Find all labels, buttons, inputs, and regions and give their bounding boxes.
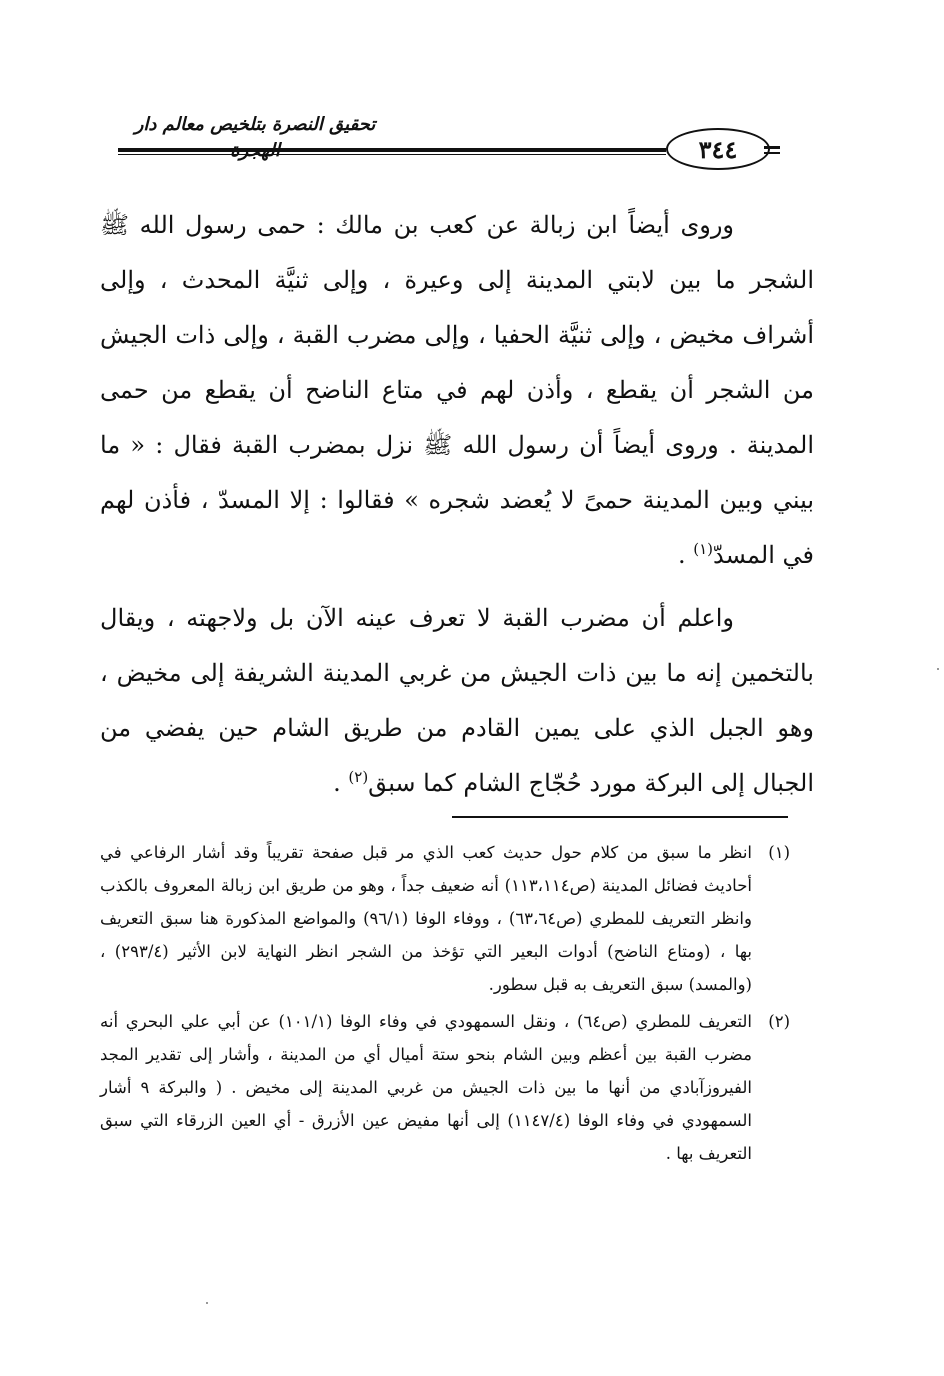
footnote-1	[100, 836, 790, 1001]
main-text	[100, 198, 814, 811]
footnote-ref-1: (١)	[693, 540, 714, 558]
page-number-ornament	[764, 146, 780, 149]
running-header-title: تحقيق النصرة بتلخيص معالم دار	[134, 114, 376, 135]
page-number-badge	[666, 128, 770, 170]
paragraph-2-text: واعلم أن مضرب القبة لا تعرف عينه الآن بل ولاجهته ، ويقال بالتخمين إنه ما بين ذات الجيش من غربي المدينة الشريفة إلى مخيض ، وهو الجبل الذي على يمين القادم من طريق الشام حين يفضي من الجبال إلى البركة مورد حُجّاج الشام كما سبق	[100, 604, 814, 797]
scan-speck	[206, 1302, 208, 1304]
paragraph-2	[100, 591, 814, 811]
footnote-ref-2: (٢)	[348, 768, 369, 786]
page-number: ٣٤٤	[698, 134, 738, 164]
footnote-separator	[452, 816, 788, 818]
paragraph-2-end: .	[333, 769, 349, 797]
paragraph-1-end: .	[677, 541, 694, 569]
header-rule-thin	[118, 154, 666, 155]
paragraph-1-text: وروى أيضاً ابن زبالة عن كعب بن مالك : حمى رسول الله ﷺ الشجر ما بين لابتي المدينة إلى وعيرة ، وإلى ثنيَّة المحدث ، وإلى أشراف مخيض ، وإلى ثنيَّة الحفيا ، وإلى مضرب القبة ، وإلى ذات الجيش من الشجر أن يقطع ، وأذن لهم في متاع الناضح أن يقطع من حمى المدينة . وروى أيضاً أن رسول الله ﷺ نزل بمضرب القبة فقال : « ما بيني وبين المدينة حمىً لا يُعضد شجره » فقالوا : إلا المسدّ ، فأذن لهم في المسدّ	[100, 211, 814, 569]
paragraph-1	[100, 198, 814, 583]
footnote-2-number: (٢)	[768, 1012, 790, 1031]
page-number-ornament-thin	[764, 152, 780, 154]
header-rule	[118, 148, 666, 152]
footnote-2-text: التعريف للمطري (ص٦٤) ، ونقل السمهودي في وفاء الوفا (١٠١/١) عن أبي علي البحري أنه مضرب القبة بين أعظم وبين الشام بنحو ستة أميال أي من المدينة ، وأشار إلى تقدير المجد الفيروزآبادي من أنها ما بين ذات الجيش من غربي المدينة إلى مخيض . ( والبركة ٩ أشار السمهودي في وفاء الوفا (١١٤٧/٤) إلى أنها مفيض عين الأزرق - أي العين الزرقاء التي سبق التعريف بها .	[100, 1012, 753, 1163]
scan-speck-edge	[937, 668, 939, 670]
footnote-1-number: (١)	[768, 843, 790, 862]
footnotes	[100, 836, 790, 1174]
footnote-1-text: انظر ما سبق من كلام حول حديث كعب الذي مر قبل صفحة تقريباً وقد أشار الرفاعي في أحاديث فضائل المدينة (ص١١٣،١١٤) أنه ضعيف جداً ، وهو من طريق ابن زبالة المعروف بالكذب وانظر التعريف للمطري (ص٦٣،٦٤) ، ووفاء الوفا (٩٦/١) والمواضع المذكورة هنا سبق التعريف بها ، (ومتاع الناضح) أدوات البعير التي تؤخذ من الشجر انظر النهاية لابن الأثير (٢٩٣/٤) ، (والمسد) سبق التعريف به قبل سطور.	[100, 843, 752, 994]
footnote-2	[100, 1005, 790, 1170]
